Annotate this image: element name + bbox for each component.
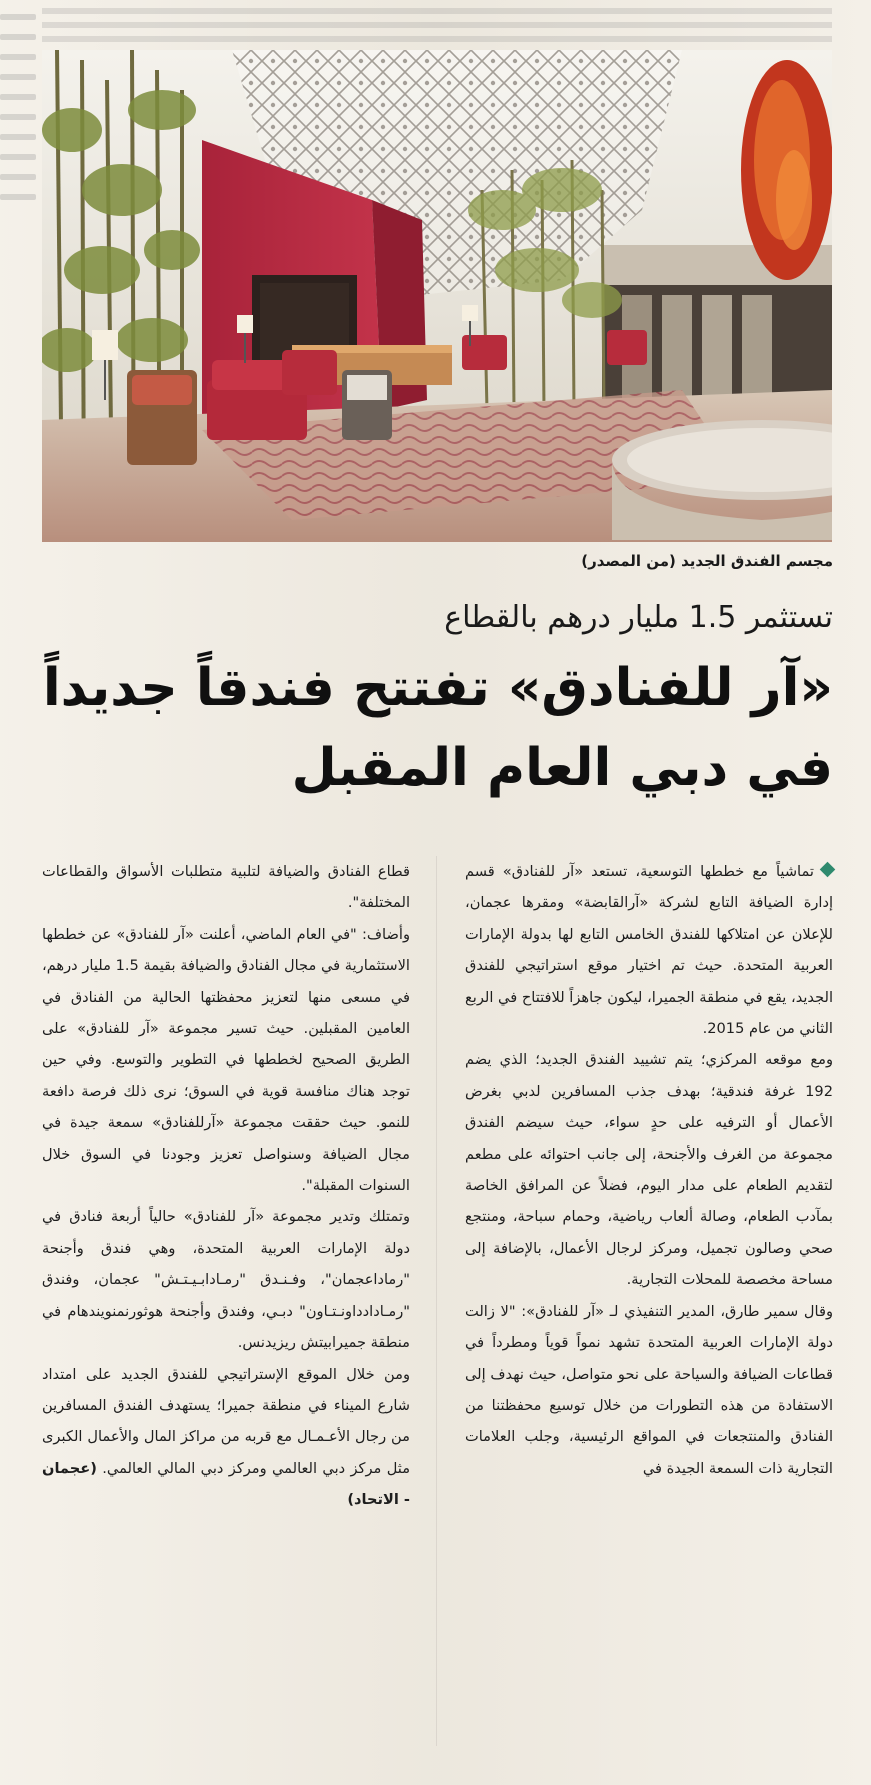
- headline-kicker: تستثمر 1.5 مليار درهم بالقطاع: [444, 600, 833, 635]
- article-signature: (عجمان - الاتحاد): [42, 1459, 410, 1509]
- headline-line-2: في دبي العام المقبل: [291, 738, 833, 798]
- lead-bullet-icon: [820, 862, 836, 878]
- article-column-left: [42, 856, 410, 1516]
- hotel-lobby-photo: [42, 50, 832, 542]
- neighbor-column-fragment: [0, 0, 42, 1785]
- article-paragraph: [465, 856, 833, 1044]
- paragraph-text: ومن خلال الموقع الإستراتيجي للفندق الجديد على امتداد شارع الميناء في منطقة جميرا؛ يستهدف الفندق المسافرين من رجال الأعـمـال مع قربه من مراكز المال والأعمال الكبرى مثل مركز دبي العالمي ومركز دبي المالي العالمي.: [42, 1365, 411, 1477]
- article-paragraph: قطاع الفنادق والضيافة لتلبية متطلبات الأسواق والقطاعات المختلفة".: [42, 863, 410, 912]
- paragraph-text: تماشياً مع خططها التوسعية، تستعد «آر للفنادق» قسم إدارة الضيافة التابع لشركة «آرالقابضة» ومقرها عجمان، للإعلان عن امتلاكها للفندق الخامس التابع لها بدولة الإمارات العربية المتحدة. حيث تم اختيار موقع استراتيجي للفندق الجديد، يقع في منطقة الجميرا، ليكون جاهزاً للافتتاح في الربع الثاني من عام 2015.: [465, 863, 833, 1038]
- article-column-right: [465, 856, 833, 1484]
- article-paragraph: وقال سمير طارق، المدير التنفيذي لـ «آر للفنادق»: "لا زالت دولة الإمارات العربية المتحدة تشهد نمواً قوياً ومطرداً في قطاعات الضيافة والسياحة على نحو متواصل، حيث نهدف إلى الاستفادة من هذه التطورات من خلال توسيع محفظتنا من الفنادق والمنتجعات في المواقع الرئيسية، وجلب العلامات التجارية ذات السمعة الجيدة في: [465, 1302, 833, 1477]
- article-paragraph: وتمتلك وتدير مجموعة «آر للفنادق» حالياً أربعة فنادق في دولة الإمارات العربية المتحدة، وهي فندق وأجنحة "رماداعجمان"، وفـنـدق "رمـادابـيـتـش" عجمان، وفندق "رمـادادداونـتـاون" دبـي، وفندق وأجنحة هوثورنمنويندهام في منطقة جميرابيتش ريزيدنس.: [42, 1208, 410, 1352]
- photo-caption: مجسم الفندق الجديد (من المصدر): [581, 552, 833, 570]
- article-paragraph: ومع موقعه المركزي؛ يتم تشييد الفندق الجديد؛ الذي يضم 192 غرفة فندقية؛ بهدف جذب المسافرين لدبي بغرض الأعمال أو الترفيه على حدٍ سواء، حيث سيضم الفندق مجموعة من الغرف والأجنحة، إلى جانب احتوائه على مطعم لتقديم الطعام على مدار اليوم، فضلاً عن المرافق الخاصة بمآدب الطعام، وصالة ألعاب رياضية، وحمام سباحة، ومنتجع صحي وصالون تجميل، ومركز لرجال الأعمال، بالإضافة إلى مساحة مخصصة للمحلات التجارية.: [465, 1051, 833, 1289]
- column-divider: [436, 856, 437, 1746]
- previous-article-fragment: [42, 0, 832, 48]
- article-paragraph: [42, 1359, 410, 1516]
- headline: [43, 648, 833, 808]
- article-paragraph: وأضاف: "في العام الماضي، أعلنت «آر للفنادق» عن خططها الاستثمارية في مجال الفنادق والضيافة بقيمة 1.5 مليار درهم، في مسعى منها لتعزيز محفظتها الحالية من الفنادق في العامين المقبلين. حيث تسير مجموعة «آر للفنادق» على الطريق الصحيح لخططها في التطوير والتوسع. وفي حين توجد هناك منافسة قوية في السوق؛ نرى ذلك فرصة دافعة للنمو. حيث حققت مجموعة «آرللفنادق» سمعة جيدة في مجال الضيافة وسنواصل تعزيز وجودنا في السوق خلال السنوات المقبلة".: [42, 925, 410, 1195]
- headline-line-1: «آر للفنادق» تفتتح فندقاً جديداً: [42, 658, 833, 718]
